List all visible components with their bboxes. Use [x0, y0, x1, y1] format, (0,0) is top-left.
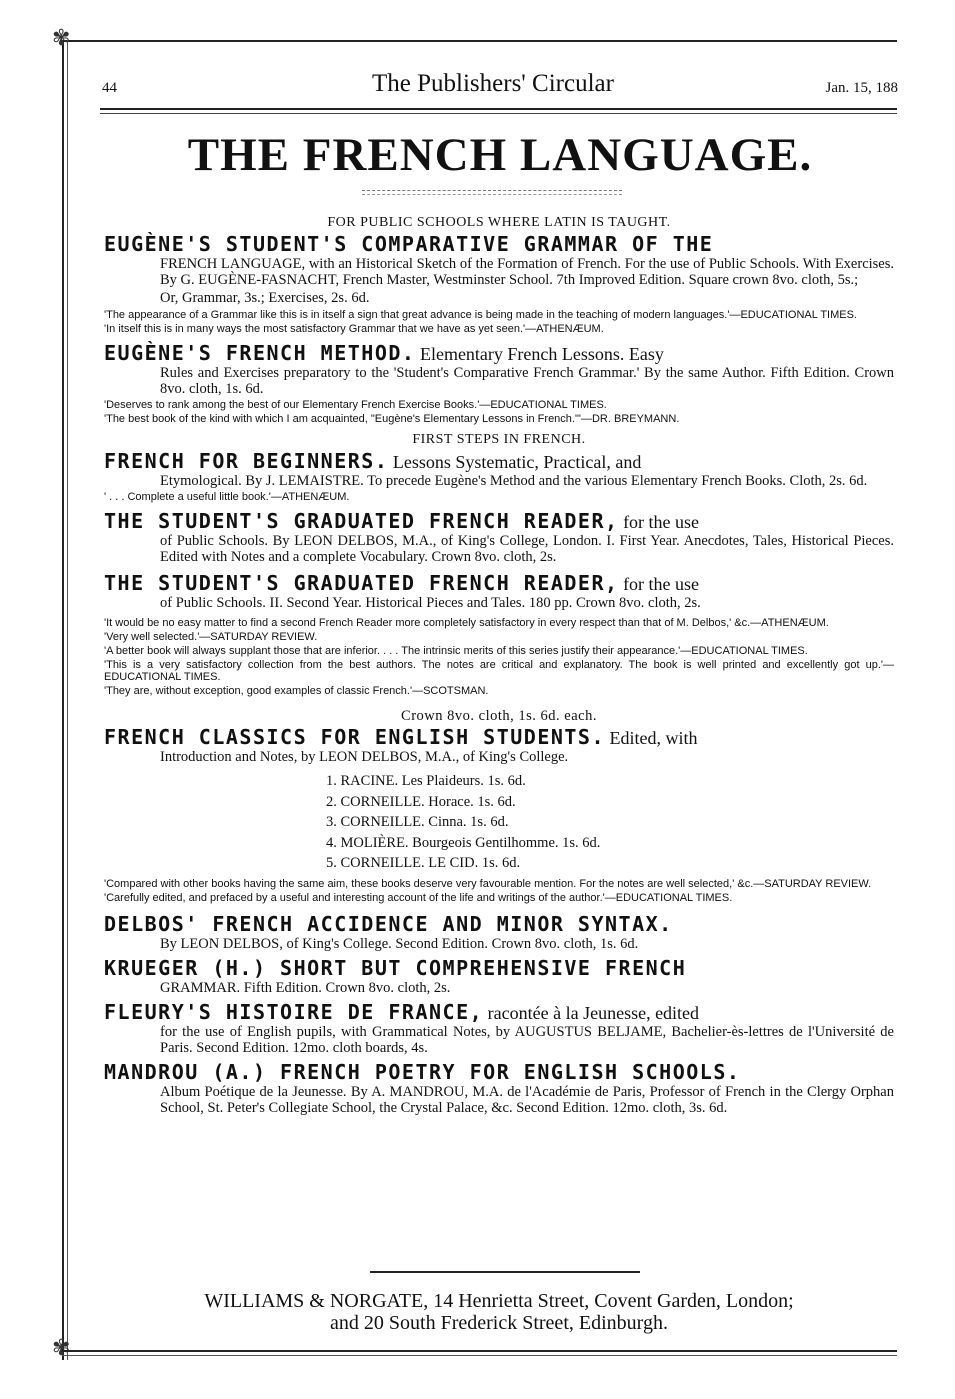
frame-left-rule-inner — [67, 40, 68, 1360]
review-quote: ' . . . Complete a useful little book.'—ATHENÆUM. — [104, 491, 350, 503]
section-heading: FIRST STEPS IN FRENCH. — [412, 432, 586, 447]
entry-description: of Public Schools. II. Second Year. Historical Pieces and Tales. 180 pp. Crown 8vo. cloth, 2s. — [160, 595, 701, 611]
list-item: 1. RACINE. Les Plaideurs. 1s. 6d. — [326, 773, 526, 789]
publisher-imprint — [104, 1290, 894, 1334]
title-divider — [362, 194, 622, 195]
entry-mandrou — [104, 1059, 894, 1116]
list-item: 4. MOLIÈRE. Bourgeois Gentilhomme. 1s. 6d. — [326, 834, 601, 851]
entry-heading: FRENCH CLASSICS FOR ENGLISH STUDENTS. — [104, 725, 606, 749]
journal-title: The Publishers' Circular — [372, 70, 614, 97]
corner-ornament-icon: ✾ — [52, 1336, 71, 1361]
entry-heading: THE STUDENT'S GRADUATED FRENCH READER, — [104, 509, 619, 533]
entry-heading-rest: Lessons Systematic, Practical, and — [392, 452, 642, 472]
review-quote: 'It would be no easy matter to find a second French Reader more completely satisfactory in every respect than that of M. Delbos,' &c.—ATHENÆUM. — [104, 617, 829, 629]
review-quote: 'The appearance of a Grammar like this is in itself a sign that great advance is being made in the teaching of modern languages.'—EDUCATIONAL TIMES. — [104, 309, 857, 321]
entry-heading: EUGÈNE'S FRENCH METHOD. — [104, 341, 416, 365]
corner-ornament-icon: ✾ — [52, 26, 71, 51]
review-quote: 'They are, without exception, good examples of classic French.'—SCOTSMAN. — [104, 685, 489, 697]
entry-description: By LEON DELBOS, of King's College. Second Edition. Crown 8vo. cloth, 1s. 6d. — [160, 935, 639, 952]
header-rule — [100, 108, 897, 110]
entry-alt-price: Or, Grammar, 3s.; Exercises, 2s. 6d. — [160, 290, 370, 306]
header-rule-thin — [100, 113, 897, 114]
entry-heading: EUGÈNE'S STUDENT'S COMPARATIVE GRAMMAR OF THE — [104, 232, 714, 256]
entry-heading: KRUEGER (H.) SHORT BUT COMPREHENSIVE FRENCH — [104, 955, 687, 980]
entry-beginners — [104, 451, 894, 503]
review-quote: 'Compared with other books having the same aim, these books deserve very favourable mention. For the notes are well selected,' &c.—SATURDAY REVIEW. — [104, 877, 872, 890]
entry-heading-rest: Elementary French Lessons. Easy — [419, 344, 664, 364]
entry-description: Rules and Exercises preparatory to the 'Student's Comparative French Grammar.' By the same Author. Fifth Edition. Crown 8vo. cloth, 1s. 6d. — [160, 365, 894, 397]
review-quote: 'The best book of the kind with which I am acquainted, "Eugène's Elementary Lessons in French."'—DR. BREYMANN. — [104, 413, 680, 425]
frame-top-rule — [62, 40, 897, 42]
footer-divider — [370, 1271, 640, 1273]
page-number: 44 — [102, 80, 117, 96]
entry-heading-rest: for the use — [623, 574, 700, 594]
entry-fleury — [104, 999, 894, 1056]
entry-description: for the use of English pupils, with Grammatical Notes, by AUGUSTUS BELJAME, Bachelier-ès-lettres de l'Université de Paris. Second Edition. 12mo. cloth boards, 4s. — [160, 1023, 894, 1056]
entry-heading: MANDROU (A.) FRENCH POETRY FOR ENGLISH SCHOOLS. — [104, 1059, 741, 1084]
list-item: 5. CORNEILLE. LE CID. 1s. 6d. — [326, 855, 521, 871]
bottom-rule — [62, 1350, 897, 1352]
entry-method — [104, 343, 894, 425]
entry-krueger — [104, 955, 894, 996]
classics-list — [326, 771, 894, 874]
entry-description: GRAMMAR. Fifth Edition. Crown 8vo. cloth, 2s. — [160, 979, 451, 996]
entry-heading: THE STUDENT'S GRADUATED FRENCH READER, — [104, 571, 619, 595]
frame-left-rule — [62, 40, 64, 1360]
title-divider — [362, 190, 622, 191]
entry-description: FRENCH LANGUAGE, with an Historical Sketch of the Formation of French. For the use of Public Schools. With Exercises. By G. EUGÈNE-FASNACHT, French Master, Westminster School. 7th Improved Edition. Square crown 8vo. cloth, 5s.; — [160, 256, 894, 288]
classics-price: Crown 8vo. cloth, 1s. 6d. each. — [401, 708, 597, 724]
entry-grammar — [104, 234, 894, 335]
review-quote: 'In itself this is in many ways the most satisfactory Grammar that we have as yet seen.'—ATHENÆUM. — [104, 323, 604, 335]
running-header — [100, 70, 900, 104]
list-item: 3. CORNEILLE. Cinna. 1s. 6d. — [326, 814, 509, 830]
intro-line: FOR PUBLIC SCHOOLS WHERE LATIN IS TAUGHT. — [327, 215, 671, 230]
review-quote: 'Deserves to rank among the best of our Elementary French Exercise Books.'—EDUCATIONAL TIMES. — [104, 399, 607, 411]
entry-classics — [104, 727, 894, 904]
entry-heading-rest: for the use — [623, 512, 700, 532]
review-quote: 'Carefully edited, and prefaced by a useful and interesting account of the life and writings of the author.'—EDUCATIONAL TIMES. — [104, 891, 733, 904]
review-quote: 'Very well selected.'—SATURDAY REVIEW. — [104, 631, 318, 643]
entry-description: Etymological. By J. LEMAISTRE. To precede Eugène's Method and the various Elementary French Books. Cloth, 2s. 6d. — [160, 473, 868, 489]
list-item: 2. CORNEILLE. Horace. 1s. 6d. — [326, 793, 516, 810]
advertisement-body — [104, 214, 894, 1116]
page-title: THE FRENCH LANGUAGE. — [187, 129, 813, 181]
entry-accidence — [104, 911, 894, 952]
publisher-address-line: WILLIAMS & NORGATE, 14 Henrietta Street, Covent Garden, London; — [204, 1290, 794, 1312]
entry-reader-first — [104, 511, 894, 565]
entry-heading: FRENCH FOR BEGINNERS. — [104, 449, 389, 473]
bottom-rule-thin — [62, 1355, 897, 1356]
entry-description: Album Poétique de la Jeunesse. By A. MANDROU, M.A. de l'Académie de Paris, Professor of French in the Clergy Orphan School, St. Peter's Collegiate School, the Crystal Palace, &c. Second Edition. 12mo. cloth, 3s. 6d. — [160, 1083, 894, 1116]
entry-heading-rest: Edited, with — [609, 728, 698, 748]
entry-description: of Public Schools. By LEON DELBOS, M.A., of King's College, London. I. First Year. Anecdotes, Tales, Historical Pieces. Edited with Notes and a complete Vocabulary. Crown 8vo. cloth, 2s. — [160, 533, 894, 565]
review-quote: 'A better book will always supplant those that are inferior. . . . The intrinsic merits of this series justify their appearance.'—EDUCATIONAL TIMES. — [104, 645, 808, 657]
entry-reader-second — [104, 573, 894, 697]
entry-description: Introduction and Notes, by LEON DELBOS, M.A., of King's College. — [160, 749, 569, 765]
review-quote: 'This is a very satisfactory collection from the best authors. The notes are critical and explanatory. The book is well printed and excellently got up.'—EDUCATIONAL TIMES. — [104, 659, 894, 683]
publisher-address-line: and 20 South Frederick Street, Edinburgh. — [330, 1312, 668, 1334]
entry-heading-rest: racontée à la Jeunesse, edited — [487, 1002, 700, 1023]
entry-heading: FLEURY'S HISTOIRE DE FRANCE, — [104, 999, 484, 1024]
issue-date: Jan. 15, 188 — [825, 80, 898, 96]
entry-heading: DELBOS' FRENCH ACCIDENCE AND MINOR SYNTAX. — [104, 911, 673, 936]
